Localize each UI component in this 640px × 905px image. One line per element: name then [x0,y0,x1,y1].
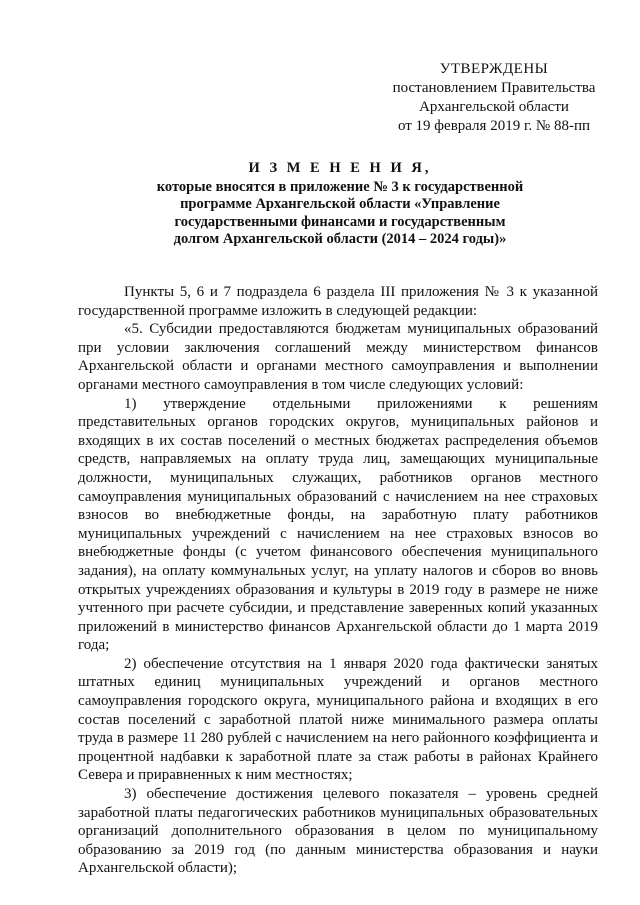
heading-line-4: долгом Архангельской области (2014 – 2024 годы)» [173,231,507,247]
paragraph-intro: Пункты 5, 6 и 7 подраздела 6 раздела III приложения № 3 к указанной государственной программе изложить в следующей редакции: [78,284,598,319]
paragraph-condition-2: 2) обеспечение отсутствия на 1 января 2020 года фактически занятых штатных единиц муниципальных учреждений и органов местного самоуправления городского округа, муниципального района и входящих в его состав поселений с заработной платой ниже минимального размера оплаты труда в размере 11 280 рублей с начислением на него районного коэффициента и процентной надбавки к заработной плате за стаж работы в районах Крайнего Севера и приравненных к ним местностях; [78,655,598,784]
paragraph-condition-1: 1) утверждение отдельными приложениями к решениям представительных органов городских округов, муниципальных районов и входящих в их состав поселений о местных бюджетах распределения объемов средств, направляемых на оплату труда лиц, замещающих муниципальные должности, муниципальных служащих, работников органов местного самоуправления муниципальных образований с начислением на нее страховых взносов во внебюджетные фонды, на заработную плату работников муниципальных учреждений с начислением на нее страховых взносов во внебюджетные фонды (с учетом финансового обеспечения муниципального задания), на оплату коммунальных услуг, на уплату налогов и сборов во вновь открытых учреждениях образования и культуры в 2019 году в размере не ниже учтенного при расчете субсидии, и представление заверенных копий указанных приложений в министерство финансов Архангельской области до 1 марта 2019 года; [78,395,598,654]
heading-title: И З М Е Н Е Н И Я, [248,160,432,176]
approval-line-2: Архангельской области [419,99,569,115]
approval-line-3: от 19 февраля 2019 г. № 88-пп [397,118,591,134]
document-heading [110,160,570,249]
paragraph-condition-3: 3) обеспечение достижения целевого показателя – уровень средней заработной платы педагогических работников муниципальных образовательных организаций дополнительного образования в целом по муниципальному образованию за 2019 год (по данным министерства образования и науки Архангельской области); [78,786,598,877]
approval-title: УТВЕРЖДЕНЫ [439,61,549,77]
approval-stamp [370,60,618,136]
heading-line-1: которые вносятся в приложение № 3 к государственной [156,178,524,195]
approval-line-1: постановлением Правительства [392,80,596,96]
heading-line-2: программе Архангельской области «Управление [180,196,500,212]
paragraph-item-5: «5. Субсидии предоставляются бюджетам муниципальных образований при условии заключения соглашений между министерством финансов Архангельской области и органами местного самоуправления и выполнении органами местного самоуправления в том числе следующих условий: [78,321,598,393]
heading-line-3: государственными финансами и государственным [174,213,506,230]
document-body [78,283,598,878]
